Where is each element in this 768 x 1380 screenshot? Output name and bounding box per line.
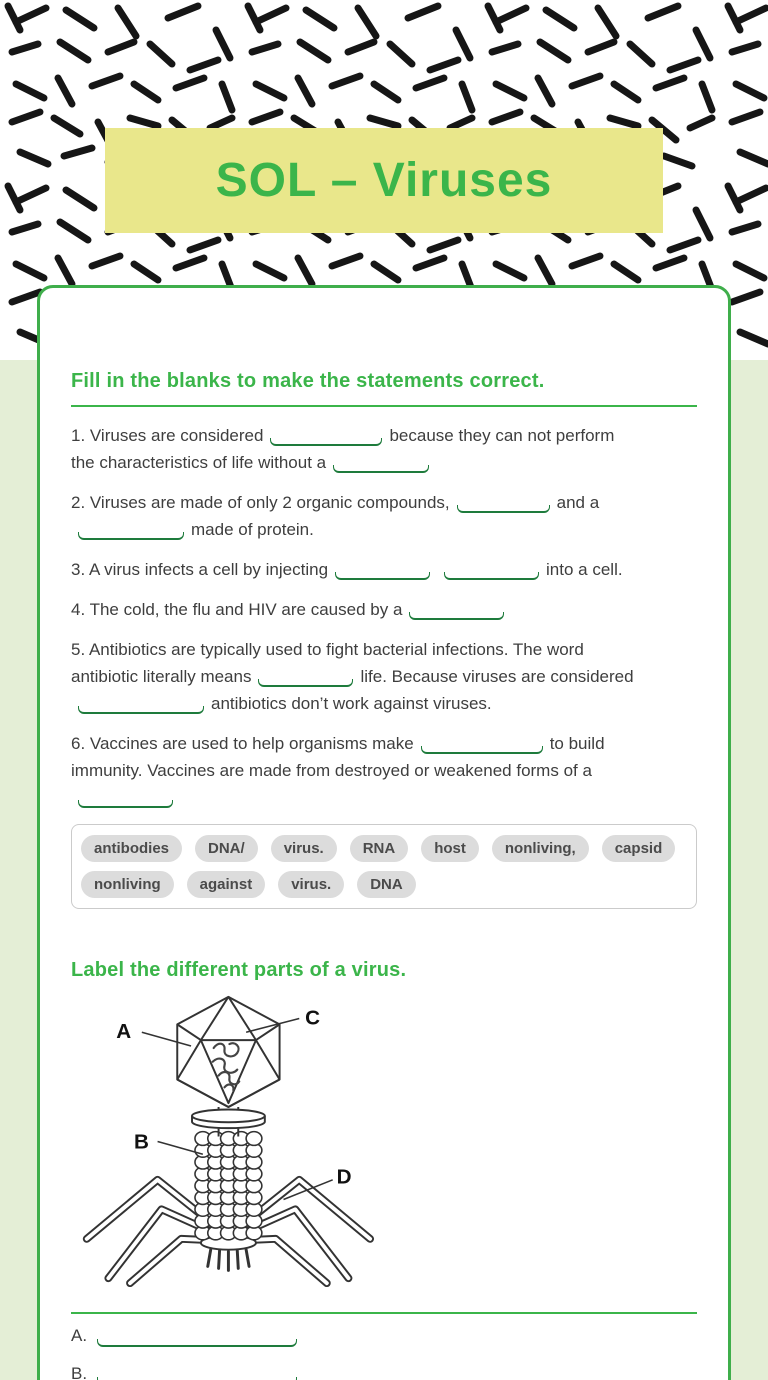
fill-blank-input[interactable] [78, 800, 173, 808]
fill-blank-input[interactable] [333, 465, 429, 473]
fill-blank-input[interactable] [421, 746, 543, 754]
answer-letter: B. [71, 1364, 88, 1380]
title-banner [105, 128, 663, 233]
statement: 4. The cold, the flu and HIV are caused by a [71, 596, 697, 623]
heading-divider [71, 405, 697, 407]
word-bank [71, 824, 697, 909]
statement: 2. Viruses are made of only 2 organic compounds, and a made of protein. [71, 493, 600, 539]
fill-blank-input[interactable] [270, 438, 382, 446]
fill-blanks-heading: Fill in the blanks to make the statements correct. [71, 370, 545, 392]
word-bank-chip[interactable]: virus. [271, 835, 337, 862]
word-bank-chip[interactable]: host [421, 835, 479, 862]
word-bank-chip[interactable]: antibodies [81, 835, 182, 862]
fill-blank-input[interactable] [457, 505, 550, 513]
statement: 5. Antibiotics are typically used to fight bacterial infections. The word antibiotic literally means life. Because viruses are considered antibiotics don’t work against viruses. [71, 640, 634, 713]
answer-row [71, 1326, 697, 1355]
diagram-label-d: D [336, 1165, 352, 1189]
statements [71, 422, 697, 811]
word-bank-chip[interactable]: against [187, 871, 266, 898]
fill-blank-input[interactable] [258, 679, 353, 687]
statement: 1. Viruses are considered because they can not perform the characteristics of life without a [71, 426, 615, 472]
diagram-label-c: C [305, 1006, 321, 1030]
word-bank-chip[interactable]: virus. [278, 871, 344, 898]
word-bank-chip[interactable]: capsid [602, 835, 676, 862]
worksheet-title: SOL – Viruses [215, 154, 553, 207]
word-bank-chip[interactable]: DNA/ [195, 835, 258, 862]
fill-blank-input[interactable] [444, 572, 539, 580]
tail-sheath [195, 1132, 262, 1240]
diagram-label-b: B [133, 1130, 149, 1154]
answer-list [71, 1326, 697, 1380]
answer-letter: A. [71, 1326, 88, 1345]
worksheet-card [37, 285, 731, 1380]
answer-row [71, 1364, 697, 1380]
virus-diagram [71, 990, 376, 1287]
word-bank-chip[interactable]: nonliving, [492, 835, 589, 862]
fill-blank-input[interactable] [335, 572, 430, 580]
word-bank-chip[interactable]: RNA [350, 835, 409, 862]
fill-blank-input[interactable] [409, 612, 504, 620]
answers-divider [71, 1312, 697, 1314]
base-spikes [208, 1250, 249, 1271]
virus-diagram-wrap [71, 990, 376, 1292]
fill-blank-input[interactable] [78, 706, 204, 714]
statement: 3. A virus infects a cell by injecting into a cell. [71, 560, 623, 579]
statement: 6. Vaccines are used to help organisms make to build immunity. Vaccines are made from destroyed or weakened forms of a [71, 730, 697, 811]
word-bank-chip[interactable]: nonliving [81, 871, 174, 898]
word-bank-chip[interactable]: DNA [357, 871, 416, 898]
capsid-head [177, 997, 279, 1107]
fill-blank-input[interactable] [78, 532, 184, 540]
answer-input[interactable] [97, 1339, 297, 1347]
label-virus-heading: Label the different parts of a virus. [71, 959, 407, 981]
diagram-label-a: A [116, 1020, 132, 1044]
